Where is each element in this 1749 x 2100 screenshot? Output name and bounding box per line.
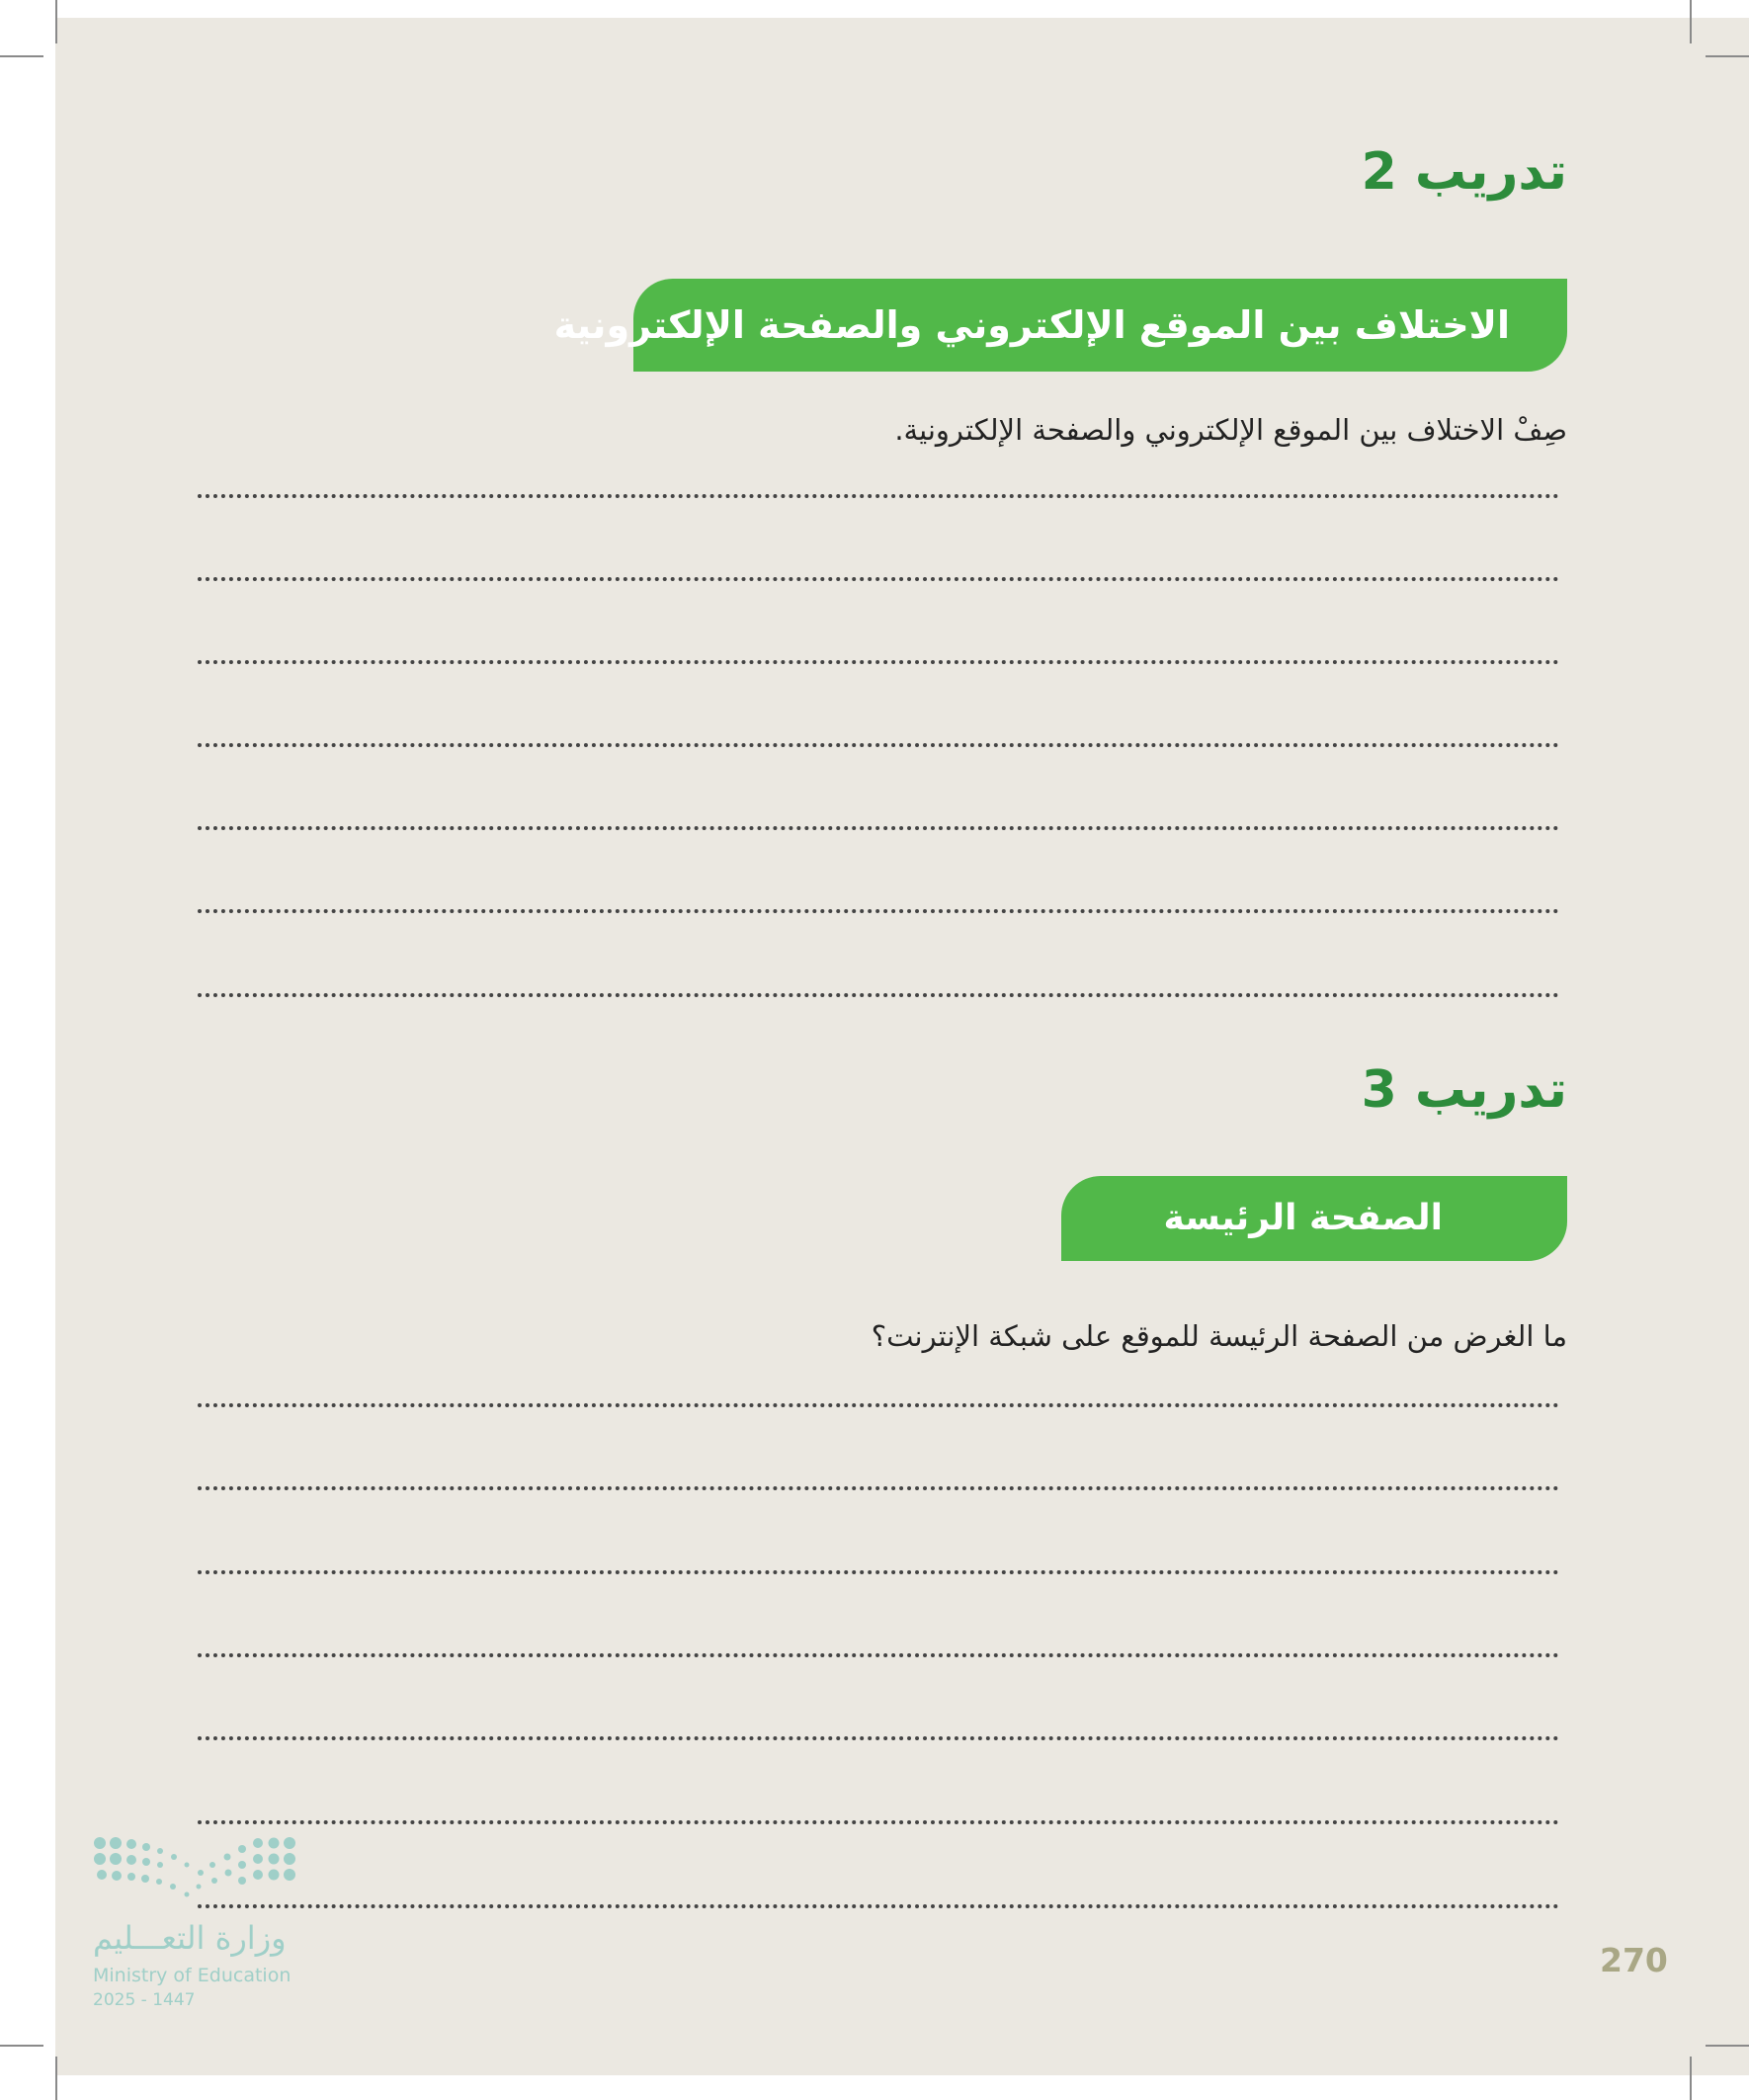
- answer-line[interactable]: [198, 826, 1559, 830]
- crop-mark-top-left-v: [55, 0, 57, 43]
- answer-line[interactable]: [198, 1486, 1559, 1490]
- exercise-3-question: ما الغرض من الصفحة الرئيسة للموقع على شبكة الإنترنت؟: [871, 1319, 1567, 1353]
- answer-line[interactable]: [198, 993, 1559, 997]
- crop-mark-bottom-left-v: [55, 2057, 57, 2100]
- answer-line[interactable]: [198, 743, 1559, 747]
- answer-line[interactable]: [198, 1653, 1559, 1657]
- crop-mark-top-left-h: [0, 55, 43, 57]
- exercise-3-banner: الصفحة الرئيسة: [1061, 1176, 1567, 1261]
- crop-mark-bottom-right-v: [1690, 2057, 1692, 2100]
- exercise-3-heading: تدريب 3: [1361, 1060, 1567, 1120]
- ministry-name-arabic: وزارة التعـــليم: [93, 1919, 287, 1957]
- ministry-year: 2025 - 1447: [93, 1990, 196, 2010]
- answer-line[interactable]: [198, 577, 1559, 581]
- crop-mark-bottom-left-h: [0, 2045, 43, 2047]
- answer-line[interactable]: [198, 1570, 1559, 1574]
- answer-line[interactable]: [198, 660, 1559, 664]
- crop-mark-bottom-right-h: [1706, 2045, 1749, 2047]
- answer-line[interactable]: [198, 1904, 1559, 1908]
- exercise-2-heading: تدريب 2: [1361, 142, 1567, 202]
- crop-mark-top-right-h: [1706, 55, 1749, 57]
- answer-line[interactable]: [198, 909, 1559, 913]
- crop-mark-top-right-v: [1690, 0, 1692, 43]
- answer-line[interactable]: [198, 1736, 1559, 1740]
- ministry-name-english: Ministry of Education: [93, 1965, 292, 1986]
- answer-line[interactable]: [198, 1820, 1559, 1824]
- ministry-logo-dots-icon: [92, 1835, 299, 1904]
- answer-line[interactable]: [198, 494, 1559, 498]
- answer-line[interactable]: [198, 1403, 1559, 1407]
- exercise-2-banner: الاختلاف بين الموقع الإلكتروني والصفحة الإلكترونية: [633, 279, 1567, 372]
- exercise-2-question: صِفْ الاختلاف بين الموقع الإلكتروني والصفحة الإلكترونية.: [894, 413, 1567, 447]
- page-number: 270: [1600, 1941, 1668, 1979]
